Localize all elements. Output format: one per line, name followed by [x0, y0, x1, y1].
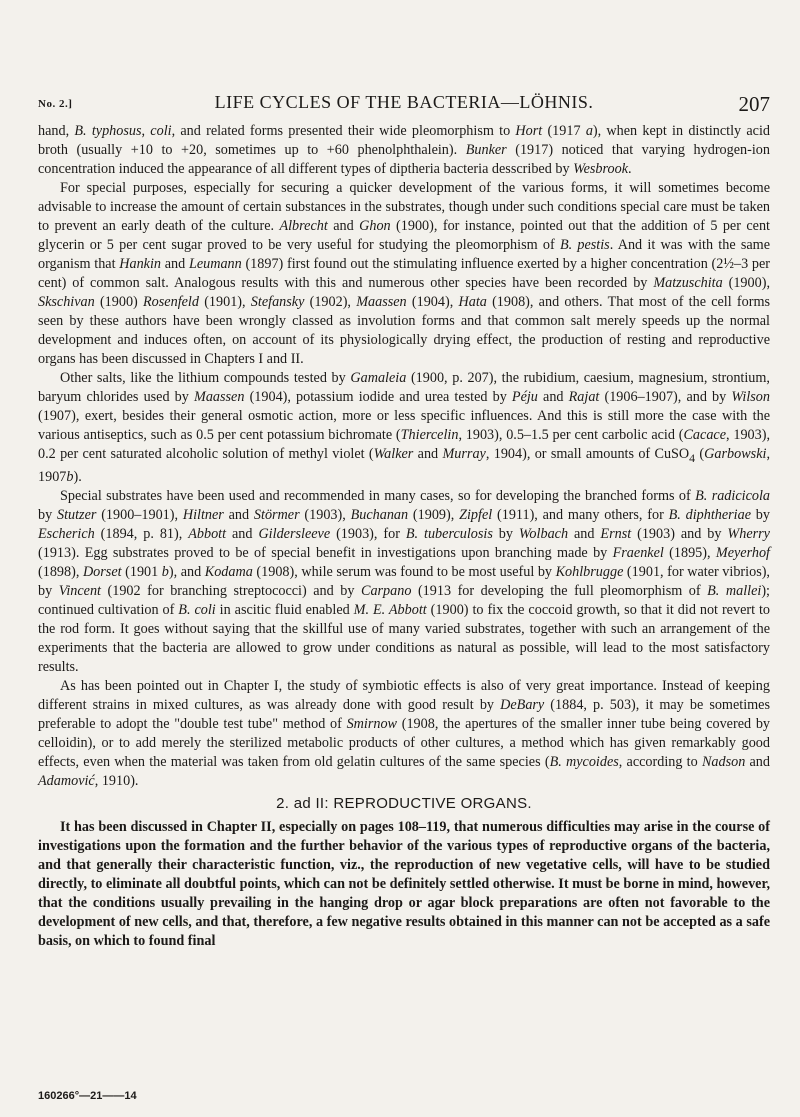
running-title: LIFE CYCLES OF THE BACTERIA—LÖHNIS.	[214, 92, 594, 112]
page-number: 207	[738, 92, 770, 116]
paragraph: Other salts, like the lithium compounds tested by Gamaleia (1900, p. 207), the rubidium, caesium, magnesium, strontium, baryum chlorides used by Maassen (1904), potassium iodide and urea tested by Péju and Rajat (1906–1907), and by Wilson (1907), exert, besides their general osmotic action, more or less specific influences. And this is still more the case with the various antiseptics, such as 0.5 per cent potassium bichromate (Thiercelin, 1903), 0.5–1.5 per cent carbolic acid (Cacace, 1903), 0.2 per cent saturated alcoholic solution of methyl violet (Walker and Murray, 1904), or small amounts of CuSO$_4$ (Garbowski, 1907b).	[38, 370, 770, 485]
paragraph: hand, B. typhosus, coli, and related forms presented their wide pleomorphism to Hort (1917 a), when kept in distinctly acid broth (usually +10 to +20, sometimes up to +60 phenolphthalein). Bunker (1917) noticed that varying hydrogen-ion concentration induced the appearance of all different types of diptheria bacteria desscribed by Wesbrook.	[38, 123, 771, 177]
running-header	[38, 92, 770, 122]
section-heading: 2. ad II: REPRODUCTIVE ORGANS.	[276, 794, 532, 812]
volume-number: No. 2.]	[38, 98, 73, 110]
paragraph: It has been discussed in Chapter II, especially on pages 108–119, that numerous difficulties may arise in the course of investigations upon the formation and the further behavior of the various types of reproductive organs of the bacteria, and that generally their characteristic function, viz., the reproduction of new vegetative cells, will have to be studied directly, to eliminate all doubtful points, which can not be definitely settled otherwise. It must be borne in mind, however, that the conditions usually prevailing in the hanging drop or agar block preparations are often not favorable to the development of new cells, and that, therefore, a few negative results obtained in this manner can not be accepted as a safe basis, on which to found final	[38, 818, 770, 949]
paragraph: For special purposes, especially for securing a quicker development of the various forms, it will sometimes become advisable to increase the amount of certain substances in the substrates, though under such conditions special care must be taken to prevent an early death of the culture. Albrecht and Ghon (1900), for instance, pointed out that the addition of 5 per cent glycerin or 5 per cent sugar proved to be very useful for studying the pleomorphism of B. pestis. And it was with the same organism that Hankin and Leumann (1897) first found out the stimulating influence exerted by a higher concentration (2½–3 per cent) of common salt. Analogous results with this and numerous other species have been recorded by Matzuschita (1900), Skschivan (1900) Rosenfeld (1901), Stefansky (1902), Maassen (1904), Hata (1908), and others. That most of the cell forms seen by these authors have been wrongly classed as involution forms and that common salt merely speeds up the normal development and induces often, on account of its physiologically drying effect, the production of resting and reproductive organs has been discussed in Chapters I and II.	[38, 180, 771, 367]
paragraph: Special substrates have been used and recommended in many cases, so for developing the branched forms of B. radicicola by Stutzer (1900–1901), Hiltner and Störmer (1903), Buchanan (1909), Zipfel (1911), and many others, for B. diphtheriae by Escherich (1894, p. 81), Abbott and Gildersleeve (1903), for B. tuberculosis by Wolbach and Ernst (1903) and by Wherry (1913). Egg substrates proved to be of special benefit in investigations upon branching made by Fraenkel (1895), Meyerhof (1898), Dorset (1901 b), and Kodama (1908), while serum was found to be most useful by Kohlbrugge (1901, for water vibrios), by Vincent (1902 for branching streptococci) and by Carpano (1913 for developing the full pleomorphism of B. mallei); continued cultivation of B. coli in ascitic fluid enabled M. E. Abbott (1900) to fix the coccoid growth, so that it did not revert to the rod form. It goes without saying that the skillful use of many varied substrates, together with such an arrangement of the experiments that the bacteria are allowed to grow under conditions as natural as possible, will lead to the most satisfactory results.	[38, 487, 771, 675]
paragraph: As has been pointed out in Chapter I, the study of symbiotic effects is also of very great importance. Instead of keeping different strains in mixed cultures, as was already done with good result by DeBary (1884, p. 503), it may be sometimes preferable to adopt the "double test tube" method of Smirnow (1908, the apertures of the smaller inner tube being covered by celloidin), or to add merely the sterilized metabolic products of other cultures, a method which has given remarkably good effects, even when the material was taken from old gelatin cultures of the same species (B. mycoides, according to Nadson and Adamović, 1910).	[38, 677, 771, 789]
printer-signature: 160266°—21——14	[38, 1090, 137, 1102]
article-body	[38, 122, 770, 951]
